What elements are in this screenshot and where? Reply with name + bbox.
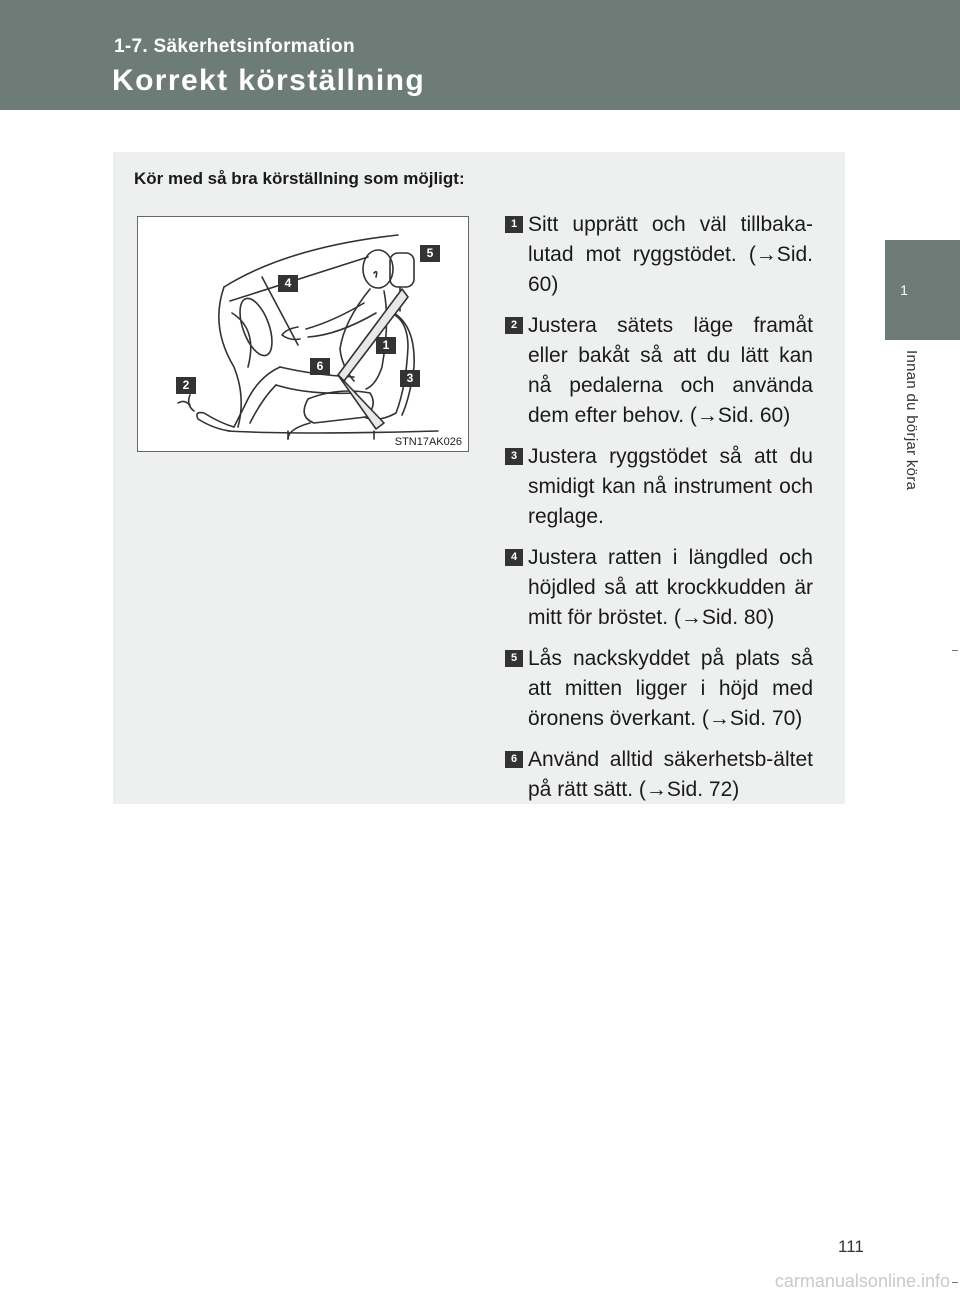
intro-text: Kör med så bra körställning som möjligt: xyxy=(134,169,465,188)
watermark: carmanualsonline.info xyxy=(774,1271,950,1291)
list-item xyxy=(505,311,813,431)
item-text: Justera ryggstödet så att du smidigt kan nå instrument och reglage. xyxy=(528,445,813,528)
chapter-tab-number: 1 xyxy=(900,282,908,298)
chapter-tab[interactable] xyxy=(885,240,960,340)
figure-label-2: 2 xyxy=(176,377,196,394)
list-item xyxy=(505,210,813,300)
driver-illustration xyxy=(138,217,468,451)
item-number-badge: 5 xyxy=(505,650,523,667)
crop-mark xyxy=(952,650,958,651)
figure-label-3: 3 xyxy=(400,370,420,387)
item-text: Lås nackskyddet på plats så att mitten ligger i höjd med öronens överkant. (→Sid. 70) xyxy=(528,647,813,730)
item-number-badge: 6 xyxy=(505,751,523,768)
crop-mark xyxy=(952,10,958,11)
item-text: Sitt upprätt och väl tillbaka-lutad mot ryggstödet. (→Sid. 60) xyxy=(528,213,813,296)
list-item xyxy=(505,745,813,805)
figure-label-5: 5 xyxy=(420,245,440,262)
figure-label-1: 1 xyxy=(376,337,396,354)
item-number-badge: 3 xyxy=(505,448,523,465)
driving-position-figure xyxy=(137,216,469,452)
chapter-tab-label: Innan du börjar köra xyxy=(903,350,920,491)
content-box xyxy=(113,152,845,804)
figure-label-6: 6 xyxy=(310,358,330,375)
crop-mark xyxy=(952,1282,958,1283)
item-text: Använd alltid säkerhetsb-ältet på rätt sätt. (→Sid. 72) xyxy=(528,748,813,801)
figure-label-4: 4 xyxy=(278,275,298,292)
item-number-badge: 1 xyxy=(505,216,523,233)
header-bar xyxy=(0,0,960,110)
item-number-badge: 2 xyxy=(505,317,523,334)
section-label: 1-7. Säkerhetsinformation xyxy=(114,36,355,57)
item-text: Justera sätets läge framåt eller bakåt så att du lätt kan nå pedalerna och använda dem efter behov. (→Sid. 60) xyxy=(528,314,813,427)
list-item xyxy=(505,644,813,734)
figure-code: STN17AK026 xyxy=(394,436,462,448)
list-item xyxy=(505,543,813,633)
item-number-badge: 4 xyxy=(505,549,523,566)
page-title: Korrekt körställning xyxy=(112,64,426,97)
item-text: Justera ratten i längdled och höjdled så att krockkudden är mitt för bröstet. (→Sid. 80) xyxy=(528,546,813,629)
instruction-list xyxy=(505,210,813,816)
list-item xyxy=(505,442,813,532)
page-number: 111 xyxy=(838,1237,864,1256)
